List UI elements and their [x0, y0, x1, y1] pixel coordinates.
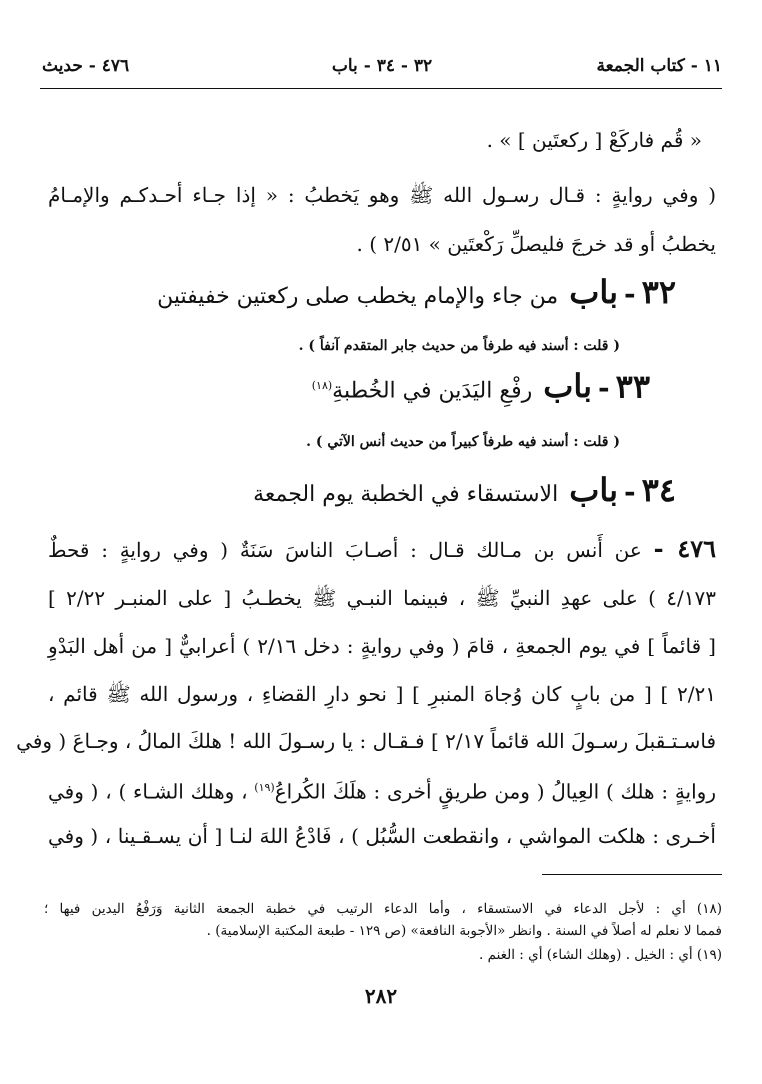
footnote-19: (١٩) أي : الخيل . (وهلك الشاء) أي : الغنم .	[479, 947, 722, 963]
page-number: ٢٨٢	[364, 984, 398, 1008]
footnote-ref-18: (١٨)	[311, 379, 333, 392]
section-dash: -	[598, 371, 610, 405]
section-title: رفْعِ اليَدَين في الخُطبةِ	[332, 378, 533, 404]
header-hadith: ٤٧٦ - حديث	[42, 56, 130, 76]
footnote-18-line-2: فمما لا نعلم له أصلاً في السنة . وانظر «الأجوبة النافعة» (ص ١٢٩ - طبعة المكتبة الإسلامية) .	[206, 923, 722, 939]
hadith-line-4: ٢/٢١ ] [ من بابٍ كان وُجاهَ المنبرِ ] [ نحو دارِ القضاءِ ، ورسول الله ﷺ قائم ،	[48, 682, 716, 706]
running-header	[42, 56, 722, 84]
section-number: ٣٣	[615, 367, 650, 406]
section-bab: باب	[543, 367, 592, 406]
header-divider	[40, 88, 722, 89]
hadith-number: ٤٧٦ -	[653, 534, 716, 563]
body-line-2: ( وفي روايةٍ : قـال رسـول الله ﷺ وهو يَخطبُ : « إذا جـاء أحـدكـم والإمـامُ	[48, 183, 716, 207]
section-bab: باب	[569, 273, 618, 311]
footnote-divider	[542, 874, 722, 875]
hadith-text: ، وهلك الشـاء ) ، ( وفي	[48, 779, 248, 804]
section-number: ٣٢	[641, 273, 676, 311]
section-title: الاستسقاء في الخطبة يوم الجمعة	[253, 482, 559, 507]
section-heading-33	[312, 368, 650, 409]
section-dash: -	[624, 277, 636, 310]
hadith-line-6	[48, 774, 716, 806]
hadith-line-2: ٤/١٧٣ ) على عهدِ النبيِّ ﷺ ، فبينما النبـي ﷺ يخطـبُ [ على المنبـر ٢/٢٢ ]	[48, 586, 716, 610]
footnote-ref-19: (١٩)	[254, 781, 275, 794]
hadith-line-1	[48, 535, 716, 564]
body-line-3: يخطبُ أو قد خرجَ فليصلِّ رَكْعتَين » ٢/٥١ ) .	[356, 232, 716, 256]
hadith-text: عن أَنس بن مـالك قـال : أصـابَ الناسَ سَنَةٌ ( وفي روايةٍ : قحطٌ	[48, 538, 642, 562]
section-bab: باب	[569, 471, 618, 509]
hadith-line-5: فاسـتـقبلَ رسـولَ الله قائماً ٢/١٧ ] فـقـال : يا رسـولَ الله ! هلكَ المالُ ، وجـاعَ ( وفي	[16, 729, 716, 753]
section-note-33: ( قلت : أسند فيه طرفاً كبيراً من حديث أنس الآتي ) .	[306, 434, 620, 450]
header-chapter: ١١ - كتاب الجمعة	[596, 56, 722, 76]
footnote-18-line-1: (١٨) أي : لأجل الدعاء في الاستسقاء ، وأما الدعاء الرتيب في خطبة الجمعة الثانية وَرَفْعُ اليدين فيها ؛	[44, 901, 722, 917]
hadith-line-3: [ قائماً ] في يوم الجمعةِ ، قامَ ( وفي روايةٍ : دخل ٢/١٦ ) أعرابيٌّ [ من أهل البَدْوِ	[48, 634, 716, 658]
section-dash: -	[624, 475, 636, 508]
section-heading-32	[157, 274, 676, 315]
section-number: ٣٤	[641, 471, 676, 509]
header-sections: ٣٢ - ٣٤ - باب	[331, 56, 433, 76]
hadith-text: روايةٍ : هلك ) العِيالُ ( ومن طريقٍ أخرى : هلَكَ الكُراعُ	[274, 779, 716, 804]
section-heading-34	[253, 472, 676, 513]
hadith-line-7: أخـرى : هلكت المواشي ، وانقطعت السُّبُل ) ، فَادْعُ اللهَ لنـا [ أن يسـقـينا ، ( وفي	[48, 824, 716, 848]
section-title: من جاء والإمام يخطب صلى ركعتين خفيفتين	[157, 284, 559, 309]
body-line-1: « قُم فاركَعْ [ ركعتَين ] » .	[486, 128, 702, 152]
section-note-32: ( قلت : أسند فيه طرفاً من حديث جابر المتقدم آنفاً ) .	[298, 338, 620, 354]
